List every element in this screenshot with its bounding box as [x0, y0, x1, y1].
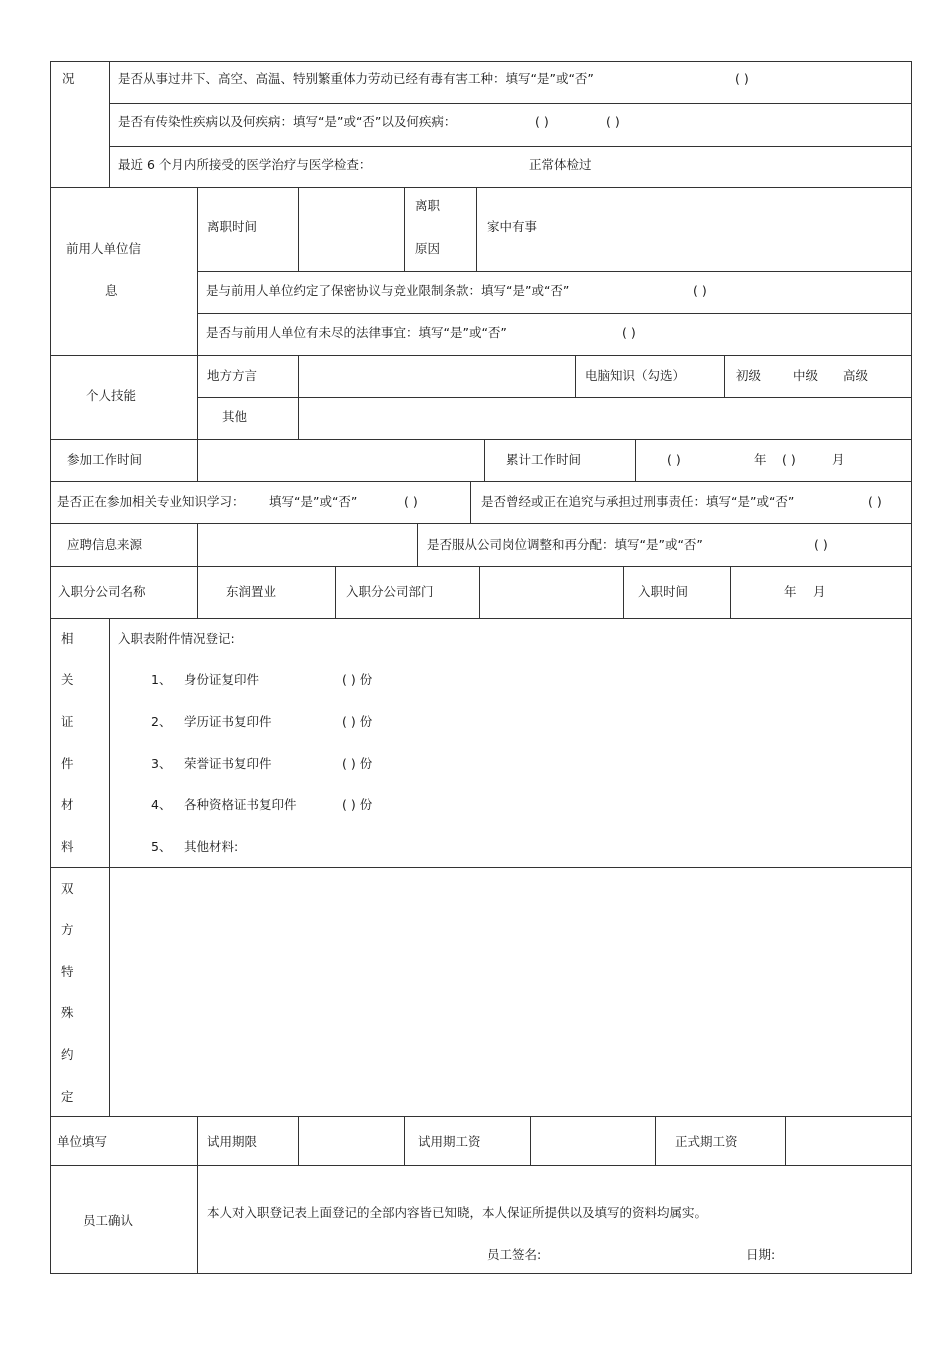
computer-skill-label: 电脑知识（勾选） — [585, 368, 686, 383]
rule — [109, 103, 912, 104]
entry-company-value[interactable]: 东润置业 — [226, 584, 277, 599]
rule — [50, 355, 912, 356]
rule — [50, 187, 912, 188]
documents-title: 入职表附件情况登记: — [118, 631, 235, 646]
document-item-name: 各种资格证书复印件 — [184, 797, 297, 812]
rule — [197, 566, 198, 619]
year-unit: 年 — [754, 452, 767, 467]
confirm-statement: 本人对入职登记表上面登记的全部内容皆已知晓，本人保证所提供以及填写的资料均属实。 — [207, 1205, 708, 1220]
confirm-label: 员工确认 — [83, 1213, 134, 1228]
health-label: 况 — [62, 71, 75, 86]
leave-time-label: 离职时间 — [207, 219, 258, 234]
legal-question: 是否与前用人单位有未尽的法律事宜：填写“是”或“否” — [206, 325, 507, 340]
health-question-disease: 是否有传染性疾病以及何疾病：填写“是”或“否”以及何疾病： — [118, 114, 457, 129]
rule — [109, 618, 110, 1117]
entry-dept-label: 入职分公司部门 — [346, 584, 434, 599]
obey-question: 是否服从公司岗位调整和再分配：填写“是”或“否” — [427, 537, 703, 552]
rule — [197, 271, 912, 272]
document-item-count[interactable]: ( ) 份 — [342, 672, 373, 687]
health-hazard-answer[interactable]: ( ) — [735, 71, 749, 86]
rule — [298, 355, 299, 440]
special-label-char: 殊 — [61, 1005, 74, 1020]
rule — [575, 355, 576, 398]
level-senior-option[interactable]: 高级 — [843, 368, 869, 383]
level-primary-option[interactable]: 初级 — [736, 368, 762, 383]
rule — [417, 523, 418, 567]
entry-company-label: 入职分公司名称 — [58, 584, 146, 599]
rule — [197, 1116, 198, 1274]
study-answer[interactable]: ( ) — [404, 494, 418, 509]
date-label: 日期: — [746, 1247, 776, 1262]
entry-time-label: 入职时间 — [638, 584, 689, 599]
rule — [635, 439, 636, 482]
health-question-treatment: 最近 6 个月内所接受的医学治疗与医学检查： — [118, 157, 372, 172]
rule — [298, 1116, 299, 1166]
entry-month[interactable]: 月 — [813, 584, 826, 599]
dialect-label: 地方方言 — [207, 368, 258, 383]
health-treatment-value[interactable]: 正常体检过 — [529, 157, 592, 172]
source-label: 应聘信息来源 — [67, 537, 143, 552]
signature-label: 员工签名: — [487, 1247, 542, 1262]
rule — [623, 566, 624, 619]
special-agreement-field[interactable] — [112, 870, 908, 1113]
rule — [109, 146, 912, 147]
month-unit: 月 — [832, 452, 845, 467]
skills-label: 个人技能 — [86, 388, 137, 403]
work-start-label: 参加工作时间 — [67, 452, 143, 467]
rule — [50, 523, 912, 524]
obey-answer[interactable]: ( ) — [814, 537, 828, 552]
total-months-field[interactable]: ( ) — [782, 452, 796, 467]
leave-reason-value[interactable]: 家中有事 — [487, 219, 538, 234]
unit-label: 单位填写 — [57, 1134, 108, 1149]
document-item-count[interactable]: ( ) 份 — [342, 714, 373, 729]
level-middle-option[interactable]: 中级 — [793, 368, 819, 383]
rule — [785, 1116, 786, 1166]
rule — [197, 523, 198, 567]
rule — [470, 481, 471, 524]
rule — [298, 187, 299, 272]
document-item-number: 4、 — [151, 797, 172, 812]
other-skill-label: 其他 — [222, 409, 248, 424]
rule — [197, 313, 912, 314]
document-item-count[interactable]: ( ) 份 — [342, 797, 373, 812]
study-question: 是否正在参加相关专业知识学习： — [57, 494, 245, 509]
rule — [50, 439, 912, 440]
prev-employer-label: 前用人单位信 — [66, 241, 142, 256]
special-label-char: 约 — [61, 1047, 74, 1062]
rule — [197, 439, 198, 482]
total-years-field[interactable]: ( ) — [667, 452, 681, 467]
document-item-name: 学历证书复印件 — [184, 714, 272, 729]
rule — [335, 566, 336, 619]
rule — [197, 397, 912, 398]
documents-label-char: 关 — [61, 672, 74, 687]
document-item-name: 其他材料: — [184, 839, 239, 854]
prev-employer-label-2: 息 — [105, 283, 118, 298]
rule — [476, 187, 477, 272]
rule — [197, 187, 198, 440]
confidentiality-question: 是与前用人单位约定了保密协议与竞业限制条款：填写“是”或“否” — [206, 283, 570, 298]
health-disease-answer[interactable]: ( ) — [535, 114, 549, 129]
rule — [50, 481, 912, 482]
document-item-name: 身份证复印件 — [184, 672, 260, 687]
rule — [50, 867, 912, 868]
special-label-char: 定 — [61, 1089, 74, 1104]
document-item-name: 荣誉证书复印件 — [184, 756, 272, 771]
probation-label: 试用期限 — [207, 1134, 258, 1149]
rule — [479, 566, 480, 619]
leave-reason-label: 离职 — [415, 198, 441, 213]
special-label-char: 方 — [61, 922, 74, 937]
rule — [50, 566, 912, 567]
document-item-count[interactable]: ( ) 份 — [342, 756, 373, 771]
total-work-label: 累计工作时间 — [506, 452, 582, 467]
criminal-question: 是否曾经或正在追究与承担过刑事责任：填写“是”或“否” — [481, 494, 795, 509]
document-item-number: 5、 — [151, 839, 172, 854]
criminal-answer[interactable]: ( ) — [868, 494, 882, 509]
document-item-number: 3、 — [151, 756, 172, 771]
leave-reason-label-2: 原因 — [415, 241, 441, 256]
special-label-char: 双 — [61, 881, 74, 896]
documents-label-char: 件 — [61, 756, 74, 771]
rule — [50, 1116, 912, 1117]
rule — [404, 1116, 405, 1166]
rule — [730, 566, 731, 619]
health-disease-name[interactable]: ( ) — [606, 114, 620, 129]
rule — [50, 1165, 912, 1166]
legal-answer[interactable]: ( ) — [622, 325, 636, 340]
formal-salary-label: 正式期工资 — [675, 1134, 738, 1149]
health-question-hazard: 是否从事过井下、高空、高温、特别繁重体力劳动已经有毒有害工种：填写“是”或“否” — [118, 71, 594, 86]
rule — [655, 1116, 656, 1166]
rule — [50, 618, 912, 619]
rule — [404, 187, 405, 272]
documents-label-char: 证 — [61, 714, 74, 729]
confidentiality-answer[interactable]: ( ) — [693, 283, 707, 298]
rule — [724, 355, 725, 398]
document-item-number: 1、 — [151, 672, 172, 687]
study-fill-hint: 填写“是”或“否” — [269, 494, 358, 509]
rule — [530, 1116, 531, 1166]
entry-year[interactable]: 年 — [784, 584, 797, 599]
document-item-number: 2、 — [151, 714, 172, 729]
probation-salary-label: 试用期工资 — [418, 1134, 481, 1149]
documents-label-char: 料 — [61, 839, 74, 854]
rule — [109, 61, 110, 188]
special-label-char: 特 — [61, 964, 74, 979]
documents-label-char: 相 — [61, 631, 74, 646]
rule — [484, 439, 485, 482]
documents-label-char: 材 — [61, 797, 74, 812]
